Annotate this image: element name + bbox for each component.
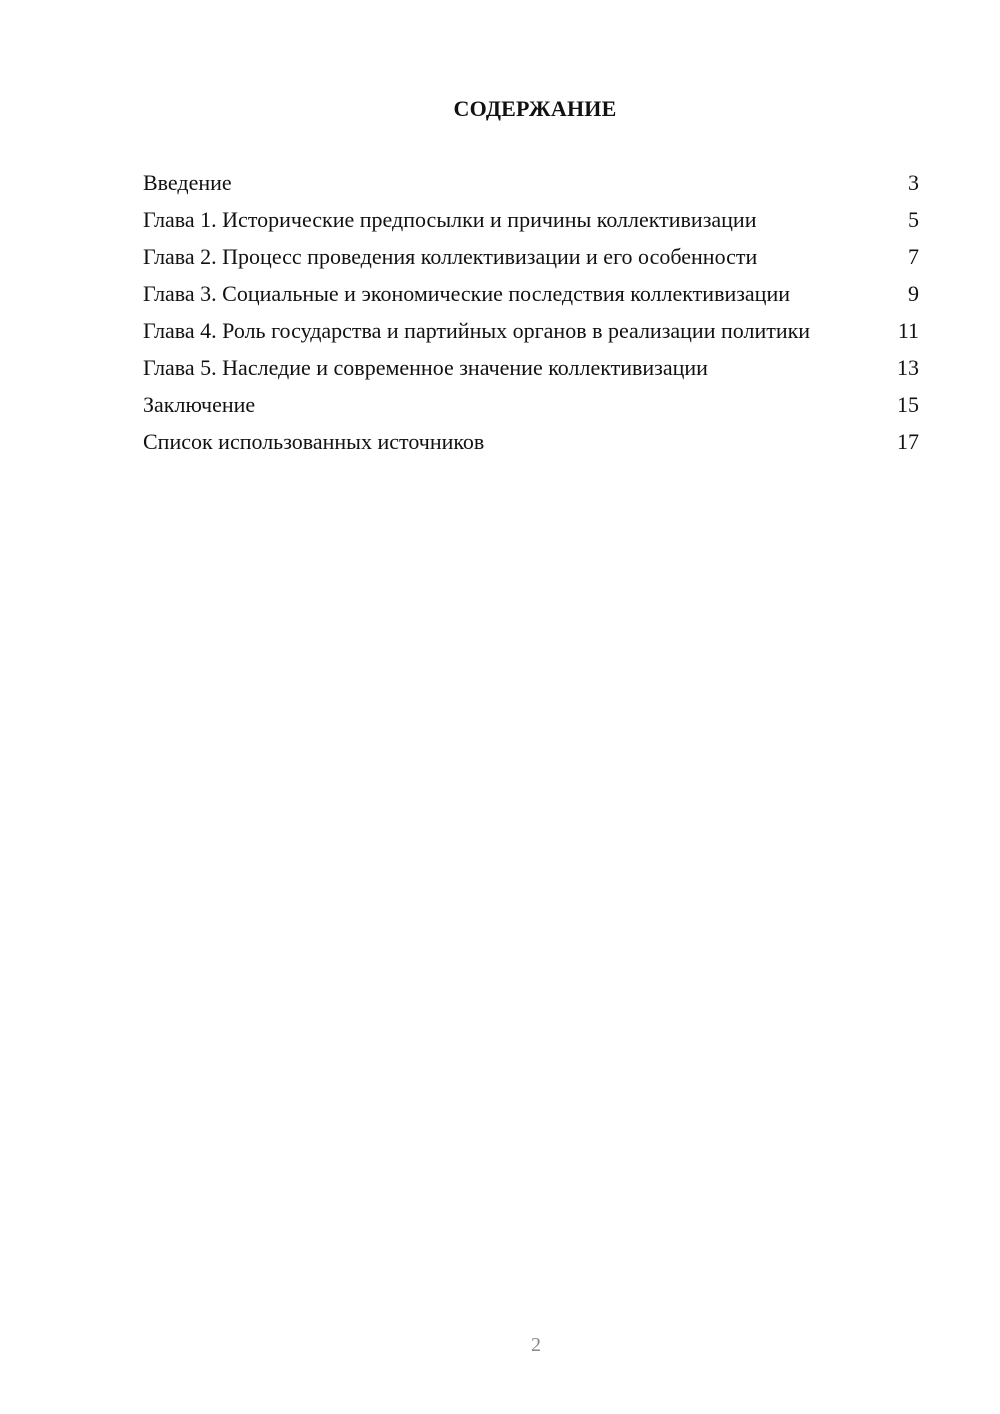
toc-entry-conclusion xyxy=(143,392,919,418)
toc-entry-chapter-1 xyxy=(143,207,919,233)
toc-entry-page: 17 xyxy=(897,429,919,454)
toc-entry-label: Глава 3. Социальные и экономические последствия коллективизации xyxy=(143,281,791,306)
toc-entry-label: Глава 1. Исторические предпосылки и причины коллективизации xyxy=(143,207,757,232)
toc-entry-page: 7 xyxy=(908,244,919,269)
toc-entry-label: Глава 4. Роль государства и партийных органов в реализации политики xyxy=(143,318,811,343)
toc-entry-page: 3 xyxy=(908,170,919,195)
toc-entry-page: 5 xyxy=(908,207,919,232)
toc-entry-page: 9 xyxy=(908,281,919,306)
toc-entry-page: 15 xyxy=(897,392,919,417)
toc-entry-introduction xyxy=(143,170,919,196)
toc-entry-label: Заключение xyxy=(143,392,256,417)
toc-entry-label: Список использованных источников xyxy=(143,429,485,454)
toc-entry-label: Глава 5. Наследие и современное значение коллективизации xyxy=(143,355,708,380)
toc-entry-chapter-2 xyxy=(143,244,919,270)
page-number: 2 xyxy=(531,1334,541,1356)
toc-title: СОДЕРЖАНИЕ xyxy=(453,96,617,121)
toc-entry-chapter-4 xyxy=(143,318,919,344)
toc-entry-page: 11 xyxy=(897,318,919,343)
toc-entry-label: Глава 2. Процесс проведения коллективизации и его особенности xyxy=(143,244,758,269)
toc-entry-references xyxy=(143,429,919,455)
toc-entry-chapter-5 xyxy=(143,355,919,381)
table-of-contents xyxy=(143,170,919,466)
toc-entry-chapter-3 xyxy=(143,281,919,307)
toc-entry-page: 13 xyxy=(897,355,919,380)
toc-entry-label: Введение xyxy=(143,170,232,195)
